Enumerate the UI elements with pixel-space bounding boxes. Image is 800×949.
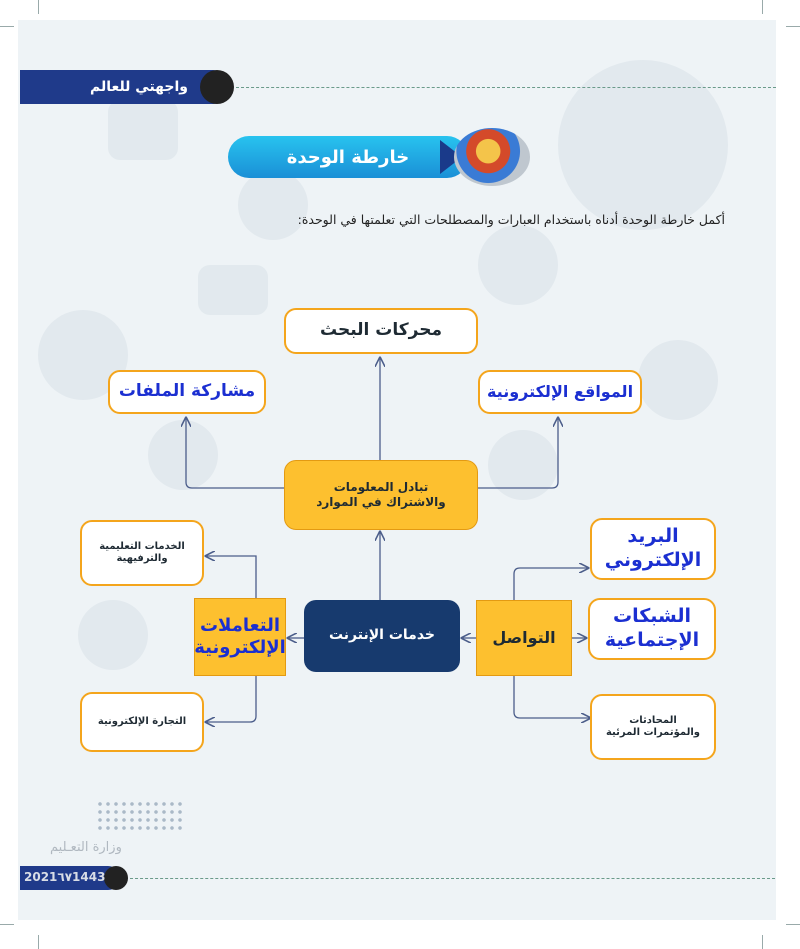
edu-services-box: الخدمات التعليمية والترفيهية xyxy=(80,520,204,586)
footer-divider xyxy=(125,878,775,879)
footer-chip-cap xyxy=(104,866,128,890)
internet-services-box: خدمات الإنترنت xyxy=(304,600,460,672)
e-commerce-box: التجارة الإلكترونية xyxy=(80,692,204,752)
e-transactions-box: التعاملات الإلكترونية xyxy=(194,598,286,676)
chapter-title: واجهتي للعالم xyxy=(20,70,230,104)
ministry-logo-icon xyxy=(96,800,186,834)
communication-box: التواصل xyxy=(476,600,572,676)
email-box: البريد الإلكتروني xyxy=(590,518,716,580)
page-number: 2021٦٧1443 xyxy=(24,870,106,884)
info-exchange-box: تبادل المعلومات والاشتراك في الموارد xyxy=(284,460,478,530)
websites-box: المواقع الإلكترونية xyxy=(478,370,642,414)
video-chat-box: المحادثات والمؤتمرات المرئية xyxy=(590,694,716,760)
file-sharing-box: مشاركة الملفات xyxy=(108,370,266,414)
unit-title: خارطة الوحدة xyxy=(228,136,468,178)
social-networks-box: الشبكات الإجتماعية xyxy=(588,598,716,660)
ministry-name: وزارة التعـليم xyxy=(50,840,122,855)
search-engines-box: محركات البحث xyxy=(284,308,478,354)
instruction-text: أكمل خارطة الوحدة أدناه باستخدام العبارات والمصطلحات التي تعلمتها في الوحدة: xyxy=(297,212,725,227)
